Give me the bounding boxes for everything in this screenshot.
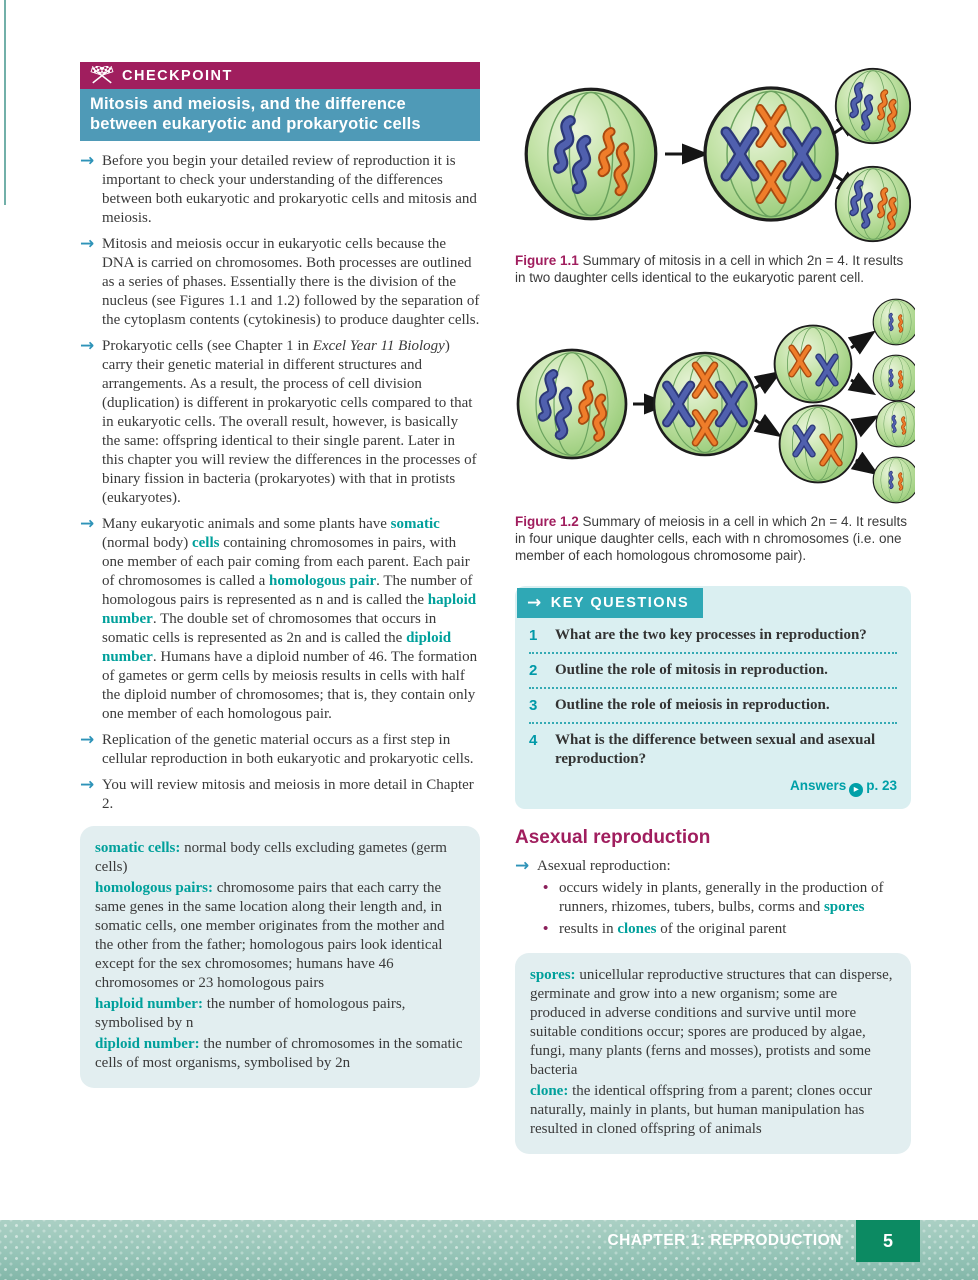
asexual-intro-bullet [515, 857, 911, 876]
figure-1-1-caption [515, 252, 911, 286]
daughter-cell-2 [873, 355, 915, 401]
right-column [515, 62, 911, 1154]
checkpoint-title-line2: between eukaryotic and prokaryotic cells [90, 115, 421, 133]
arrow-bullet-icon: → [80, 151, 95, 171]
definition-entry: spores: unicellular reproductive structures that can disperse, germinate and grow into a new organism; some are produced in adverse conditions and survive until more suitable conditions occur; spores are produced by algae, fungi, many plants (ferns and mosses), protists and some bacteria [530, 967, 893, 1078]
checkpoint-title-line1: Mitosis and meiosis, and the difference [90, 95, 406, 113]
bullet-item [80, 731, 480, 769]
question-row [529, 696, 897, 724]
footer-band [0, 1220, 978, 1280]
page-edge-line [4, 0, 6, 205]
checkpoint-label: CHECKPOINT [122, 67, 233, 84]
figure-caption-text: Summary of mitosis in a cell in which 2n = 4. It results in two daughter cells identical to the eukaryotic parent cell. [515, 253, 904, 285]
question-number: 3 [529, 697, 538, 714]
question-text: Outline the role of meiosis in reproduction. [555, 697, 830, 713]
checkpoint-banner [80, 62, 480, 89]
bullet-text: Prokaryotic cells (see Chapter 1 in Excel Year 11 Biology) carry their genetic material in different structures and arrangements. As a result, the process of cell division (duplication) is different in prokaryotic cells compared to that in eukaryotic cells. The overall result, however, is basically the same: offspring identical to their single parent. Later in this chapter you will review the differences in the processes of binary fission in bacteria (prokaryotes) with that in protists (eukaryotes). [102, 338, 477, 506]
bullet-text: You will review mitosis and meiosis in more detail in Chapter 2. [102, 777, 474, 812]
answers-arrow-icon: ▸ [849, 783, 863, 797]
arrow-bullet-icon: → [80, 234, 95, 254]
question-row [529, 661, 897, 689]
key-questions-banner [517, 588, 703, 618]
intermediate-cell-2 [780, 406, 857, 483]
arrow-icon: → [527, 593, 543, 613]
daughter-cell-3 [876, 401, 915, 447]
left-column [80, 62, 480, 1088]
page-number: 5 [856, 1220, 920, 1262]
figure-label: Figure 1.2 [515, 514, 579, 529]
answers-page: p. 23 [866, 778, 897, 793]
arrow-bullet-icon: → [80, 514, 95, 534]
bullet-dot-icon: • [543, 921, 549, 937]
crossed-flags-icon [90, 66, 114, 85]
answers-label: Answers [789, 778, 847, 793]
figure-label: Figure 1.1 [515, 253, 579, 268]
definition-entry: diploid number: the number of chromosomes in the somatic cells of most organisms, symbolised by 2n [95, 1036, 463, 1071]
bullet-text: Many eukaryotic animals and some plants have somatic (normal body) cells containing chromosomes in pairs, with one member of each pair coming from each parent. Each pair of chromosomes is called a homologous pair. The number of homologous pairs is represented as n and is called the haploid number. The double set of chromosomes that occurs in somatic cells is represented as 2n and is called the diploid number. Humans have a diploid number of 46. The formation of gametes or germ cells by meiosis results in cells with half the diploid number of chromosomes; that is, they contain only one member of each homologous pair. [102, 516, 478, 722]
asexual-intro-text: Asexual reproduction: [537, 858, 671, 874]
asexual-sub-bullet [543, 920, 911, 939]
answers-reference [529, 778, 897, 797]
bullet-item [80, 776, 480, 814]
parent-cell [526, 89, 656, 219]
definition-box-left [80, 826, 480, 1088]
figure-caption-text: Summary of meiosis in a cell in which 2n = 4. It results in four unique daughter cells, each with n chromosomes (i.e. one member of each homologous chromosome pair). [515, 514, 908, 563]
asexual-sub-bullet [543, 879, 911, 917]
definition-entry: haploid number: the number of homologous pairs, symbolised by n [95, 996, 406, 1031]
arrow-bullet-icon: → [80, 730, 95, 750]
definition-entry: homologous pairs: chromosome pairs that each carry the same genes in the same location along their length and, in somatic cells, one member originates from the mother and the other from the father; homologous pairs look identical except for the sex chromosomes; humans have 46 chromosomes or 23 homologous pairs [95, 880, 445, 991]
question-row [529, 626, 897, 654]
bullet-item [80, 337, 480, 508]
question-number: 2 [529, 662, 538, 679]
metaphase-cell [654, 353, 756, 455]
metaphase-cell [705, 88, 837, 220]
intermediate-cell-1 [775, 326, 852, 403]
figure-1-2-caption [515, 513, 911, 564]
checkpoint-title [80, 89, 480, 141]
daughter-cell-1 [836, 69, 910, 143]
checkpoint-bullet-list [80, 152, 480, 814]
daughter-cell-2 [836, 167, 910, 241]
daughter-cell-1 [873, 299, 915, 345]
mitosis-diagram [515, 62, 911, 247]
question-number: 4 [529, 732, 538, 749]
bullet-text: Replication of the genetic material occurs as a first step in cellular reproduction in both eukaryotic and prokaryotic cells. [102, 732, 474, 767]
definition-box-right [515, 953, 911, 1154]
bullet-text: Before you begin your detailed review of reproduction it is important to check your understanding of the differences between both eukaryotic and prokaryotic cells and mitosis and meiosis. [102, 153, 477, 226]
bullet-text: Mitosis and meiosis occur in eukaryotic cells because the DNA is carried on chromosomes. Both processes are outlined as a series of phases. Essentially there is the division of the nucleus (see Figures 1.1 and 1.2) followed by the separation of the cytoplasm contents (cytokinesis) to produce daughter cells. [102, 236, 480, 328]
arrow-bullet-icon: → [515, 856, 530, 876]
question-number: 1 [529, 627, 538, 644]
chapter-title: CHAPTER 1: REPRODUCTION [607, 1232, 842, 1249]
question-row [529, 731, 897, 776]
arrow-bullet-icon: → [80, 336, 95, 356]
sub-bullet-text: occurs widely in plants, generally in the production of runners, rhizomes, tubers, bulbs, corms and spores [559, 880, 884, 915]
bullet-item [80, 515, 480, 724]
arrow-bullet-icon: → [80, 775, 95, 795]
daughter-cell-4 [873, 457, 915, 503]
question-text: What are the two key processes in reproduction? [555, 627, 867, 643]
bullet-item [80, 152, 480, 228]
key-questions-label: KEY QUESTIONS [550, 595, 690, 611]
asexual-reproduction-heading: Asexual reproduction [515, 827, 711, 848]
question-text: What is the difference between sexual and asexual reproduction? [555, 732, 876, 767]
meiosis-diagram [515, 296, 915, 508]
definition-entry: clone: the identical offspring from a parent; clones occur naturally, mainly in plants, but human manipulation has resulted in cloned offspring of animals [530, 1083, 873, 1137]
parent-cell [518, 350, 626, 458]
definition-entry: somatic cells: normal body cells excluding gametes (germ cells) [95, 840, 447, 875]
question-text: Outline the role of mitosis in reproduction. [555, 662, 828, 678]
sub-bullet-text: results in clones of the original parent [559, 921, 787, 937]
key-questions-box [515, 586, 911, 809]
bullet-dot-icon: • [543, 880, 549, 896]
bullet-item [80, 235, 480, 330]
